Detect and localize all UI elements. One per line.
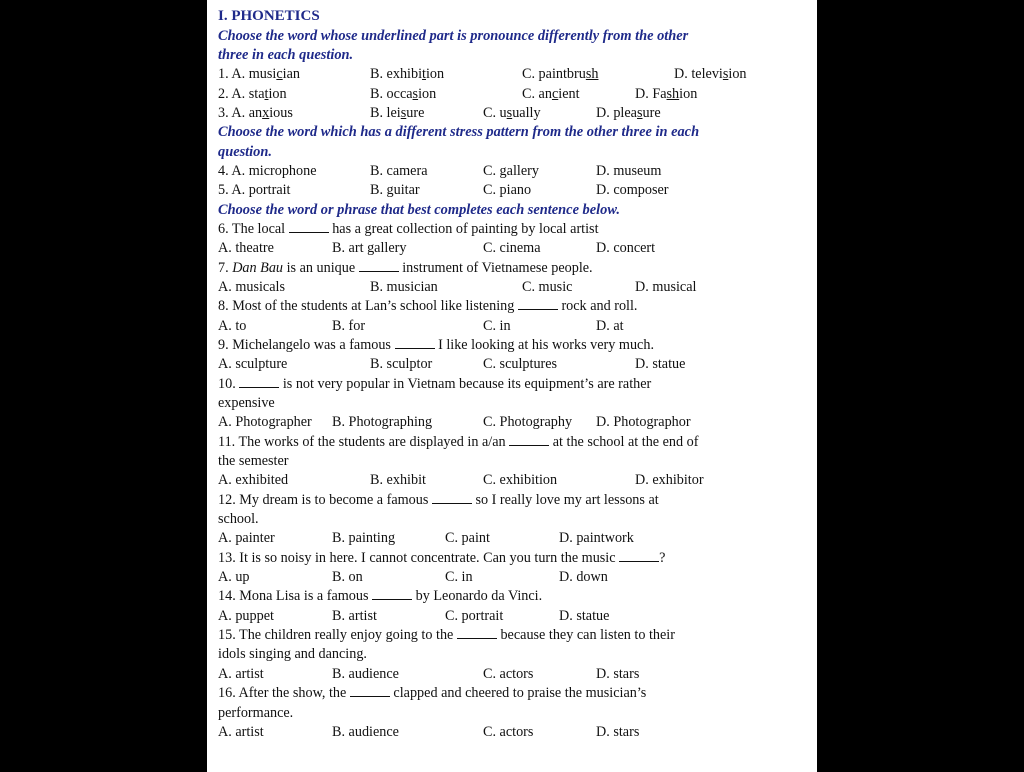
q16-question: 16. After the show, the clapped and cheered to praise the musician’s bbox=[218, 685, 647, 701]
answer-blank bbox=[509, 435, 549, 446]
q13-question: 13. It is so noisy in here. I cannot concentrate. Can you turn the music ? bbox=[218, 550, 666, 566]
section-title: I. PHONETICS bbox=[218, 8, 320, 24]
q11-option-a: A. exhibited bbox=[218, 472, 289, 488]
q7-option-d: D. musical bbox=[635, 279, 697, 295]
q3-option-c: C. usually bbox=[483, 105, 541, 121]
q1-option-c: C. paintbrush bbox=[522, 66, 599, 82]
q5-option-a: 5. A. portrait bbox=[218, 182, 291, 198]
q12-option-a: A. painter bbox=[218, 530, 275, 546]
q10-option-d: D. Photographor bbox=[596, 414, 691, 430]
q15-option-d: D. stars bbox=[596, 666, 640, 682]
worksheet-page bbox=[207, 0, 817, 772]
instruction-stress-line2: question. bbox=[218, 144, 272, 160]
q4-option-b: B. camera bbox=[370, 163, 428, 179]
q11-option-d: D. exhibitor bbox=[635, 472, 704, 488]
q12-option-b: B. painting bbox=[332, 530, 396, 546]
q2-option-b: B. occasion bbox=[370, 86, 437, 102]
q10-option-c: C. Photography bbox=[483, 414, 573, 430]
answer-blank bbox=[619, 551, 659, 562]
q10-question-cont: expensive bbox=[218, 395, 275, 411]
q13-option-d: D. down bbox=[559, 569, 608, 585]
q11-question: 11. The works of the students are displayed in a/an at the school at the end of bbox=[218, 434, 699, 450]
q13-option-c: C. in bbox=[445, 569, 473, 585]
q15-option-b: B. audience bbox=[332, 666, 399, 682]
q2-option-c: C. ancient bbox=[522, 86, 580, 102]
answer-blank bbox=[350, 686, 390, 697]
q12-question-cont: school. bbox=[218, 511, 259, 527]
q7-option-a: A. musicals bbox=[218, 279, 285, 295]
q1-option-b: B. exhibition bbox=[370, 66, 445, 82]
q4-option-c: C. gallery bbox=[483, 163, 539, 179]
q9-question: 9. Michelangelo was a famous I like looking at his works very much. bbox=[218, 337, 654, 353]
q10-question: 10. is not very popular in Vietnam because its equipment’s are rather bbox=[218, 376, 652, 392]
q6-option-c: C. cinema bbox=[483, 240, 541, 256]
q5-option-b: B. guitar bbox=[370, 182, 420, 198]
q15-option-c: C. actors bbox=[483, 666, 534, 682]
q11-option-b: B. exhibit bbox=[370, 472, 426, 488]
q14-option-b: B. artist bbox=[332, 608, 377, 624]
instruction-stress-line1: Choose the word which has a different stress pattern from the other three in each bbox=[218, 124, 700, 140]
answer-blank bbox=[372, 589, 412, 600]
q7-option-b: B. musician bbox=[370, 279, 438, 295]
q8-question: 8. Most of the students at Lan’s school like listening rock and roll. bbox=[218, 298, 638, 314]
q8-option-c: C. in bbox=[483, 318, 511, 334]
q3-option-a: 3. A. anxious bbox=[218, 105, 293, 121]
instruction-vocabulary: Choose the word or phrase that best completes each sentence below. bbox=[218, 202, 620, 218]
q11-question-cont: the semester bbox=[218, 453, 289, 469]
q7-option-c: C. music bbox=[522, 279, 573, 295]
answer-blank bbox=[432, 493, 472, 504]
q4-option-d: D. museum bbox=[596, 163, 662, 179]
q15-question: 15. The children really enjoy going to the because they can listen to their bbox=[218, 627, 675, 643]
instruction-pronunciation-line2: three in each question. bbox=[218, 47, 354, 63]
answer-blank bbox=[359, 261, 399, 272]
q13-option-a: A. up bbox=[218, 569, 250, 585]
answer-blank bbox=[518, 299, 558, 310]
answer-blank bbox=[239, 377, 279, 388]
q6-option-a: A. theatre bbox=[218, 240, 274, 256]
q16-option-c: C. actors bbox=[483, 724, 534, 740]
q6-option-d: D. concert bbox=[596, 240, 656, 256]
q2-option-a: 2. A. station bbox=[218, 86, 287, 102]
q6-option-b: B. art gallery bbox=[332, 240, 407, 256]
q8-option-a: A. to bbox=[218, 318, 247, 334]
q1-option-a: 1. A. musician bbox=[218, 66, 300, 82]
q9-option-b: B. sculptor bbox=[370, 356, 433, 372]
q2-option-d: D. Fashion bbox=[635, 86, 698, 102]
q8-option-d: D. at bbox=[596, 318, 624, 334]
q12-option-d: D. paintwork bbox=[559, 530, 634, 546]
q1-option-d: D. television bbox=[674, 66, 747, 82]
q14-option-a: A. puppet bbox=[218, 608, 274, 624]
answer-blank bbox=[395, 338, 435, 349]
q9-option-c: C. sculptures bbox=[483, 356, 558, 372]
q15-question-cont: idols singing and dancing. bbox=[218, 646, 367, 662]
q14-option-d: D. statue bbox=[559, 608, 610, 624]
q7-question: 7. Dan Bau is an unique instrument of Vietnamese people. bbox=[218, 260, 593, 276]
q8-option-b: B. for bbox=[332, 318, 366, 334]
q9-option-a: A. sculpture bbox=[218, 356, 288, 372]
q10-option-b: B. Photographing bbox=[332, 414, 433, 430]
q6-question: 6. The local has a great collection of painting by local artist bbox=[218, 221, 599, 237]
q3-option-d: D. pleasure bbox=[596, 105, 661, 121]
q4-option-a: 4. A. microphone bbox=[218, 163, 317, 179]
q9-option-d: D. statue bbox=[635, 356, 686, 372]
q10-option-a: A. Photographer bbox=[218, 414, 312, 430]
q14-option-c: C. portrait bbox=[445, 608, 504, 624]
q16-question-cont: performance. bbox=[218, 705, 294, 721]
q16-option-b: B. audience bbox=[332, 724, 399, 740]
q5-option-c: C. piano bbox=[483, 182, 532, 198]
answer-blank bbox=[457, 628, 497, 639]
q15-option-a: A. artist bbox=[218, 666, 264, 682]
q12-option-c: C. paint bbox=[445, 530, 490, 546]
q12-question: 12. My dream is to become a famous so I really love my art lessons at bbox=[218, 492, 659, 508]
q11-option-c: C. exhibition bbox=[483, 472, 558, 488]
q5-option-d: D. composer bbox=[596, 182, 669, 198]
q16-option-a: A. artist bbox=[218, 724, 264, 740]
q13-option-b: B. on bbox=[332, 569, 363, 585]
q3-option-b: B. leisure bbox=[370, 105, 425, 121]
q16-option-d: D. stars bbox=[596, 724, 640, 740]
cut-off-unit-title bbox=[397, 0, 612, 1]
instruction-pronunciation-line1: Choose the word whose underlined part is pronounce differently from the other bbox=[218, 28, 689, 44]
q14-question: 14. Mona Lisa is a famous by Leonardo da Vinci. bbox=[218, 588, 543, 604]
answer-blank bbox=[289, 222, 329, 233]
